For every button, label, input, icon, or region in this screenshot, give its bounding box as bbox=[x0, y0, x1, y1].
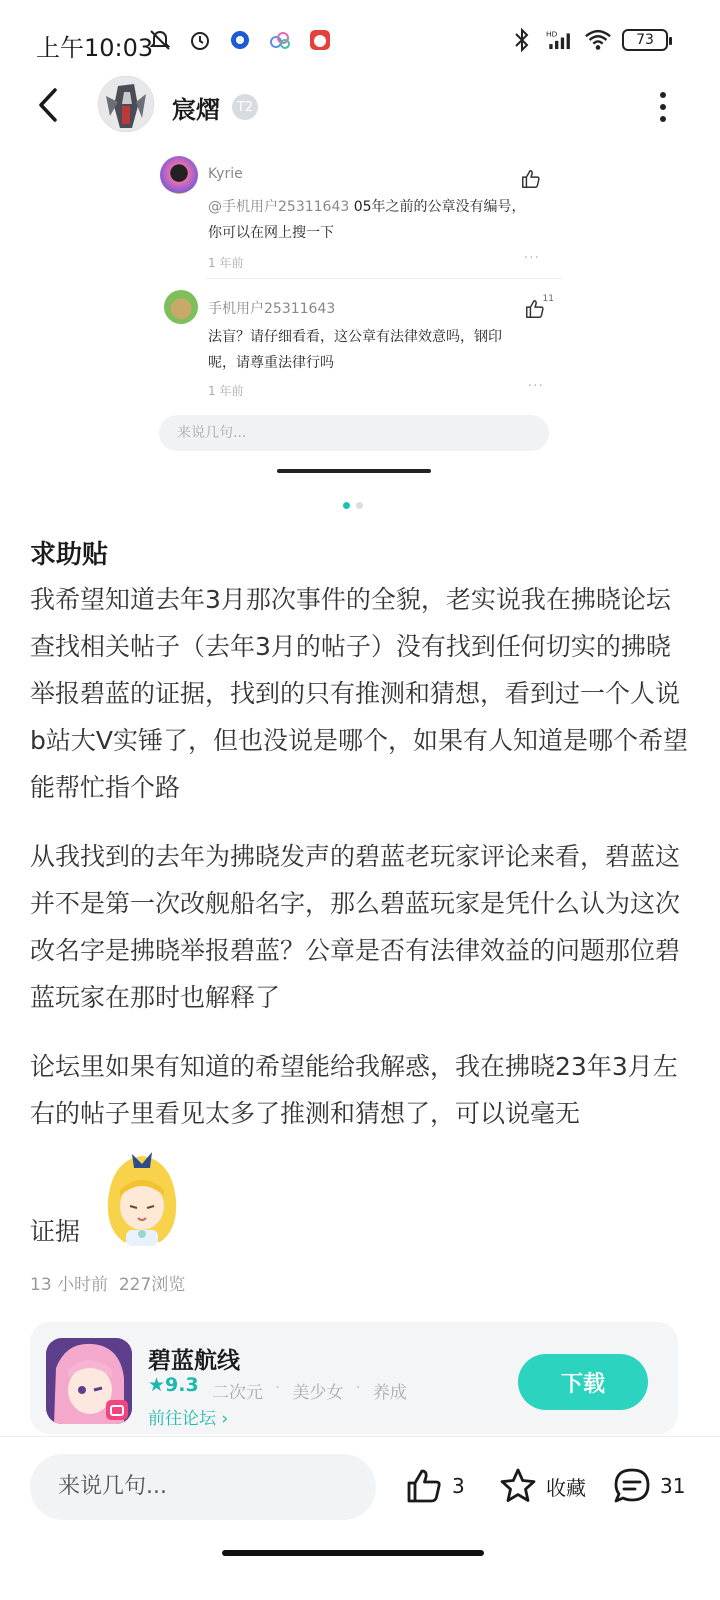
comments-button[interactable] bbox=[612, 1466, 685, 1506]
cloud-app-icon bbox=[266, 26, 294, 54]
post-time: 13 小时前 bbox=[30, 1275, 109, 1295]
commenter-name: Kyrie bbox=[208, 166, 243, 182]
comment-more-icon: ··· bbox=[527, 378, 544, 394]
post-last-word: 证据 bbox=[30, 1217, 81, 1246]
comment-time: 1 年前 bbox=[208, 256, 244, 270]
alarm-icon bbox=[186, 26, 214, 54]
comment-line-2: 你可以在网上搜一下 bbox=[208, 225, 334, 241]
game-rating-value: 9.3 bbox=[165, 1374, 199, 1396]
forum-link[interactable] bbox=[148, 1404, 228, 1429]
game-name[interactable]: 碧蓝航线 bbox=[148, 1348, 240, 1374]
like-button[interactable] bbox=[404, 1466, 465, 1506]
comment-count: 31 bbox=[660, 1474, 686, 1498]
screenshot-comment-input: 来说几句... bbox=[159, 415, 549, 451]
post-header bbox=[0, 70, 720, 142]
tag-separator: · bbox=[275, 1378, 281, 1398]
chevron-right-icon: › bbox=[221, 1409, 229, 1429]
favorite-label: 收藏 bbox=[546, 1475, 586, 1500]
battery-indicator: 73 bbox=[622, 29, 668, 51]
comment-mention: @手机用户25311643 bbox=[208, 199, 350, 215]
more-options-button[interactable] bbox=[656, 92, 670, 122]
level-badge: T2 bbox=[232, 94, 258, 120]
game-rating: ★9.3 bbox=[148, 1374, 199, 1396]
wifi-icon bbox=[584, 26, 612, 54]
system-icons bbox=[508, 26, 668, 54]
commenter-name: 手机用户25311643 bbox=[208, 301, 336, 317]
download-button[interactable]: 下载 bbox=[518, 1354, 648, 1410]
tag-separator: · bbox=[355, 1378, 361, 1398]
post-title: 求助贴 bbox=[30, 540, 109, 570]
app-notification-icon bbox=[226, 26, 254, 54]
post-sticker-line bbox=[30, 1150, 330, 1260]
post-meta bbox=[30, 1270, 185, 1295]
status-time: 上午10:03 bbox=[36, 34, 154, 62]
back-button[interactable] bbox=[30, 82, 66, 128]
comment-line-2: 呢，请尊重法律行吗 bbox=[208, 355, 334, 371]
game-tag: 美少女 bbox=[292, 1383, 344, 1403]
post-paragraph: 从我找到的去年为拂晓发声的碧蓝老玩家评论来看，碧蓝这并不是第一次改舰船名字，那么碧蓝玩家是凭什么认为这次改名字是拂晓举报碧蓝？公章是否有法律效益的问题那位碧蓝玩家在那时也解释了 bbox=[30, 842, 681, 1012]
comment-more-icon: ··· bbox=[523, 250, 540, 266]
pager-dot[interactable] bbox=[356, 502, 363, 509]
game-tag: 二次元 bbox=[212, 1383, 263, 1403]
comment-input[interactable]: 来说几句... bbox=[30, 1454, 376, 1520]
star-icon bbox=[498, 1466, 538, 1506]
bottom-divider bbox=[0, 1436, 720, 1437]
back-arrow-icon bbox=[37, 87, 59, 123]
more-dot-icon bbox=[660, 116, 666, 122]
favorite-button[interactable] bbox=[498, 1466, 586, 1506]
more-dot-icon bbox=[660, 104, 666, 110]
thumbs-up-icon bbox=[404, 1466, 444, 1506]
post-paragraph: 我希望知道去年3月那次事件的全貌，老实说我在拂晓论坛查找相关帖子（去年3月的帖子）没有找到任何切实的拂晓举报碧蓝的证据，找到的只有推测和猜想，看到过一个人说b站大V实锤了，但也没说是哪个，如果有人知道是哪个希望能帮忙指个路 bbox=[30, 585, 688, 802]
more-dot-icon bbox=[660, 92, 666, 98]
comment-line-1: 法盲？请仔细看看，这公章有法律效意吗，钢印 bbox=[208, 329, 502, 345]
commenter-avatar bbox=[164, 290, 198, 324]
comment-text bbox=[208, 194, 548, 246]
post-body bbox=[30, 576, 690, 1159]
game-tag: 养成 bbox=[372, 1383, 407, 1403]
pager-dot-active bbox=[343, 502, 350, 509]
game-tags bbox=[212, 1378, 407, 1403]
comment-time: 1 年前 bbox=[208, 384, 244, 398]
post-paragraph: 论坛里如果有知道的希望能给我解惑，我在拂晓23年3月左右的帖子里看见太多了推测和猜想了，可以说毫无 bbox=[30, 1052, 678, 1128]
forum-link-label: 前往论坛 bbox=[148, 1409, 216, 1429]
game-card[interactable] bbox=[30, 1322, 678, 1434]
like-count: 3 bbox=[452, 1474, 465, 1498]
author-avatar[interactable] bbox=[98, 76, 154, 132]
comment-bubble-icon bbox=[612, 1466, 652, 1506]
image-pager bbox=[343, 502, 363, 509]
notification-icons bbox=[146, 26, 334, 54]
bluetooth-icon bbox=[508, 26, 536, 54]
mute-icon bbox=[146, 26, 174, 54]
game-icon[interactable] bbox=[46, 1338, 132, 1424]
network-badge: HD bbox=[546, 29, 558, 39]
like-icon bbox=[520, 168, 542, 190]
comment-line-1: 05年之前的公章没有编号， bbox=[353, 199, 526, 215]
commenter-avatar bbox=[160, 156, 198, 194]
comment-text bbox=[208, 324, 548, 376]
home-indicator[interactable] bbox=[222, 1550, 484, 1556]
author-name[interactable]: 宸熠 bbox=[172, 96, 220, 124]
post-views: 227浏览 bbox=[118, 1275, 186, 1295]
screenshot-home-indicator bbox=[277, 469, 431, 473]
anime-sticker-icon bbox=[102, 1150, 182, 1250]
game-app-icon bbox=[306, 26, 334, 54]
signal-icon bbox=[546, 26, 574, 54]
comment-like-count: 11 bbox=[542, 294, 554, 304]
post-image[interactable] bbox=[146, 148, 562, 402]
comment-divider bbox=[206, 278, 562, 279]
